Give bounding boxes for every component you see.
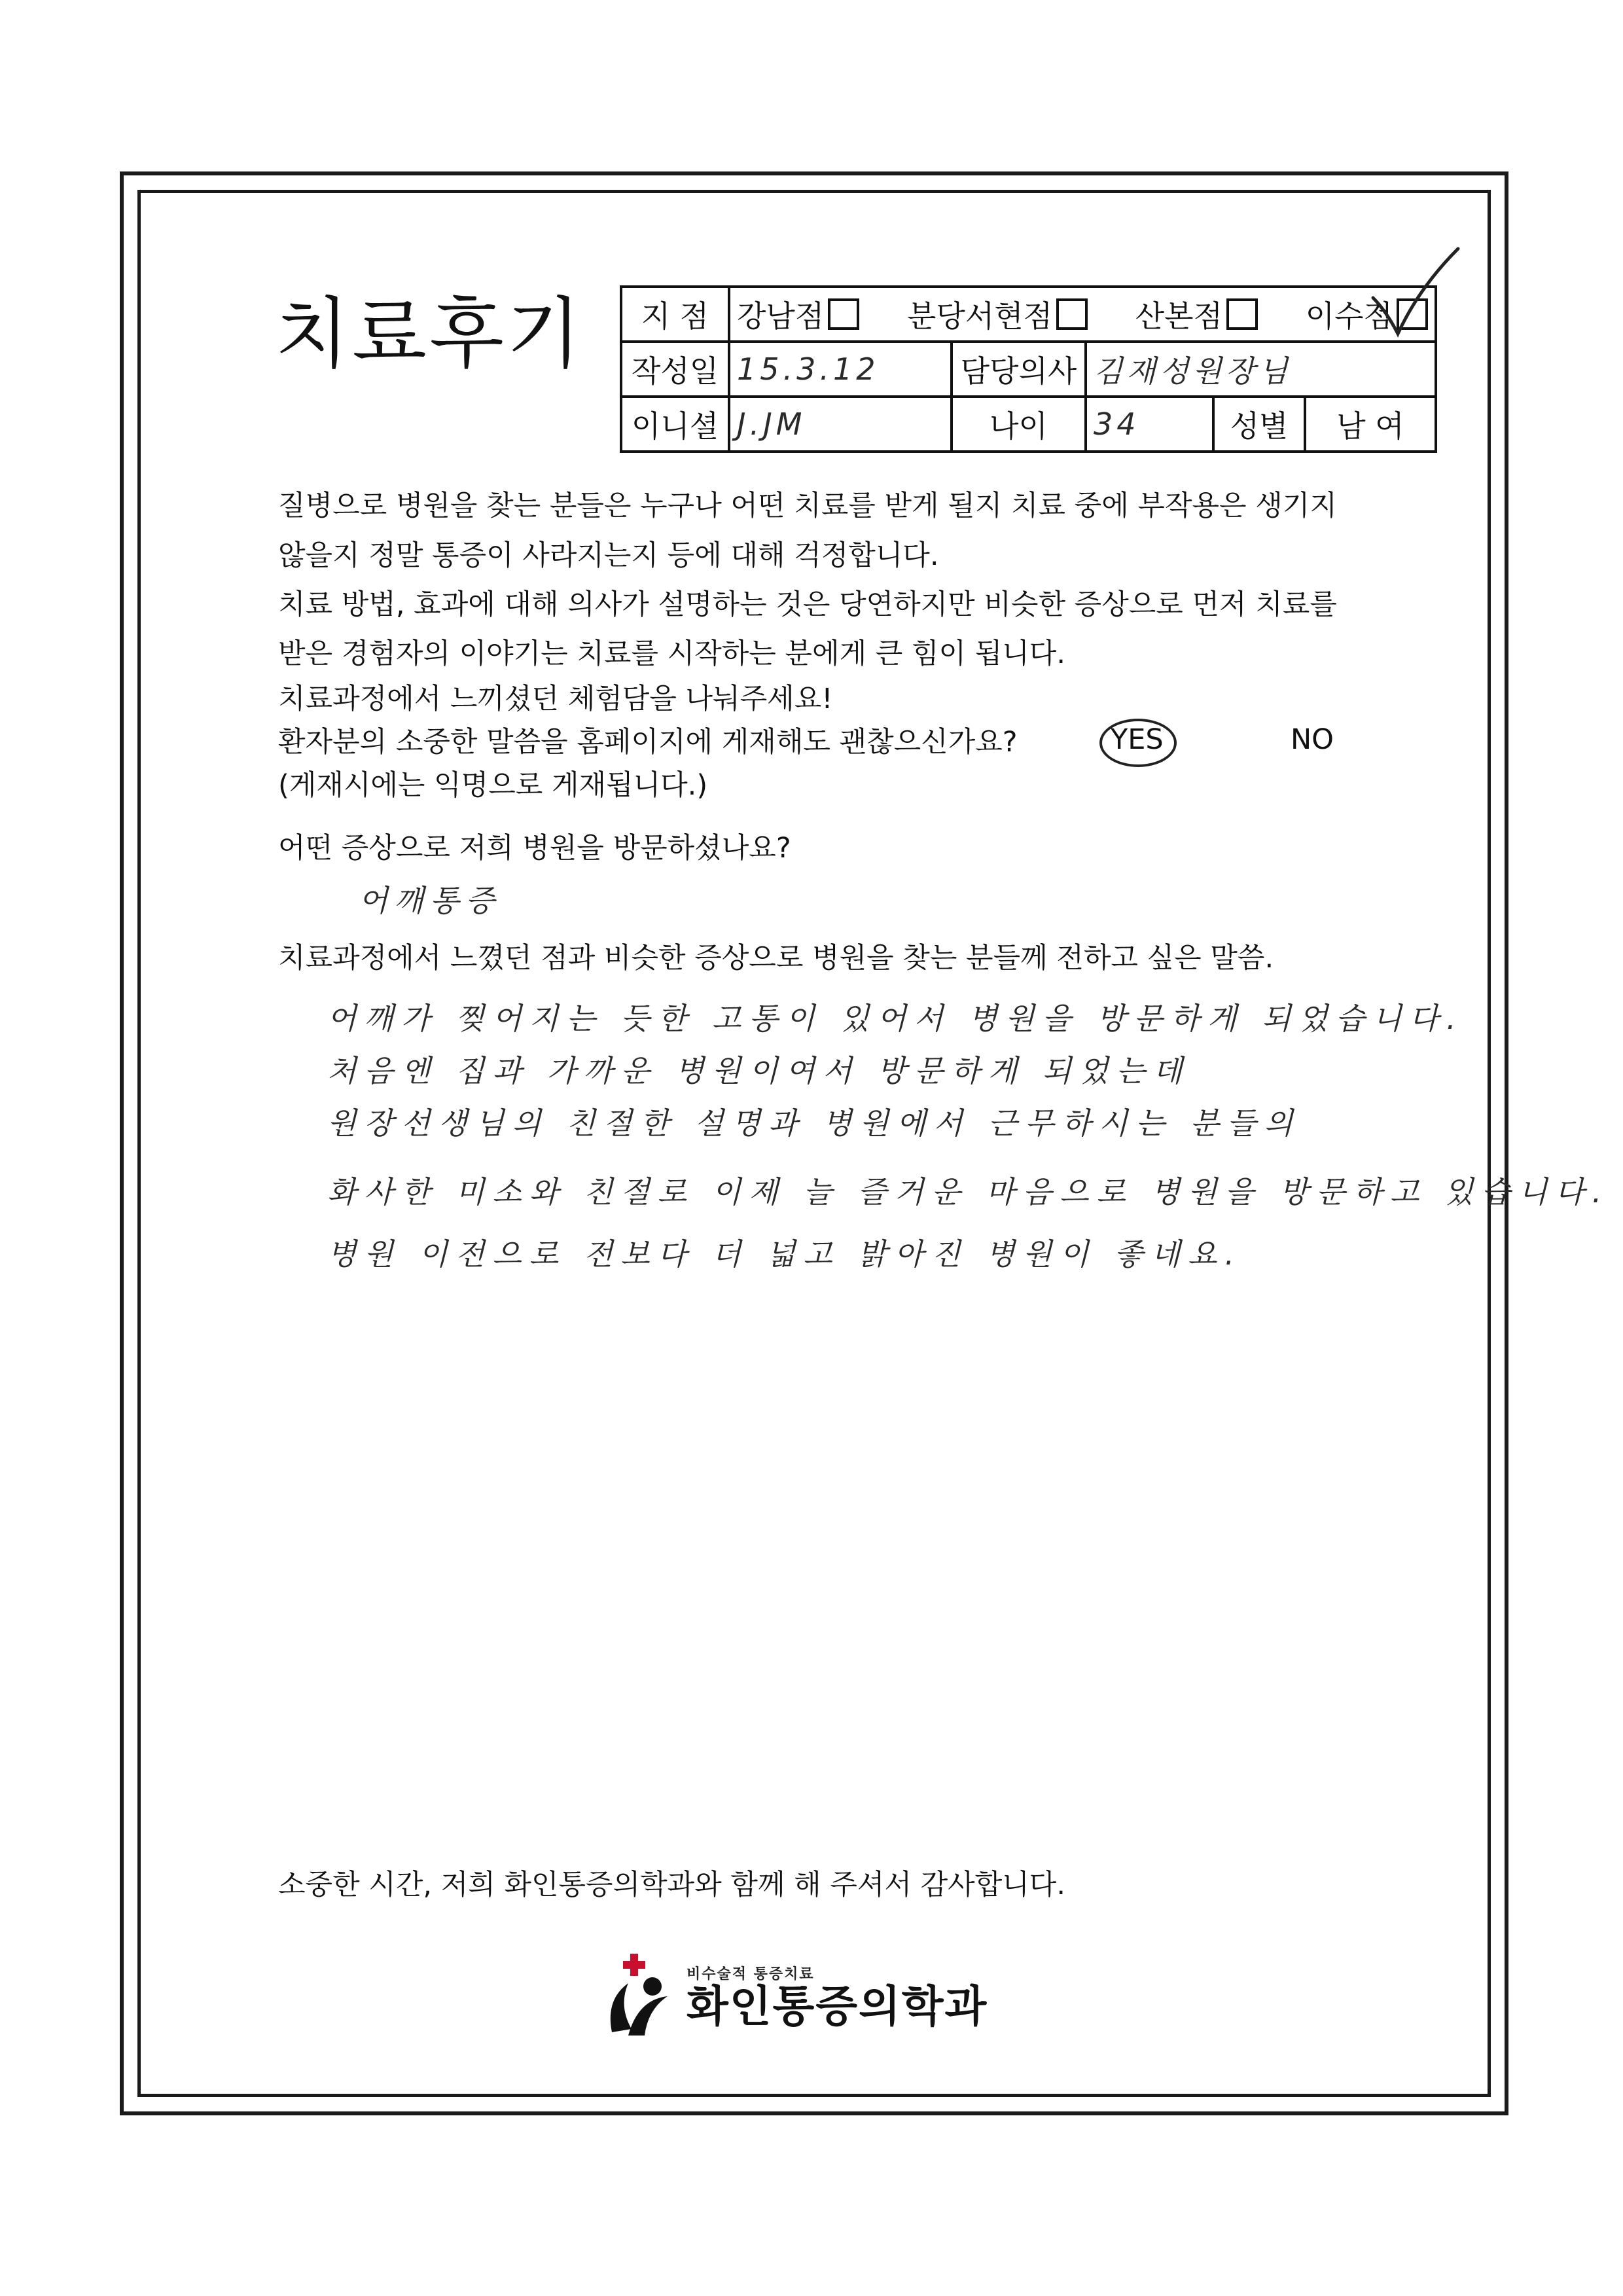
- clinic-logo-text: [687, 1963, 988, 2030]
- branch-checkbox[interactable]: [828, 298, 859, 330]
- clinic-logo: [599, 1954, 988, 2039]
- answer-experience-line: 병원 이전으로 전보다 더 넓고 밝아진 병원이 좋네요.: [327, 1236, 1243, 1272]
- branch-checkbox[interactable]: [1056, 298, 1088, 330]
- consent-yes-option[interactable]: YES: [1111, 723, 1164, 756]
- age-value: 34: [1086, 397, 1213, 452]
- branch-name: 산본점: [1135, 298, 1223, 334]
- branch-checkbox[interactable]: [1226, 298, 1258, 330]
- page-title: 치료후기: [275, 289, 584, 379]
- intro-line: 않을지 정말 통증이 사라지는지 등에 대해 걱정합니다.: [278, 539, 939, 572]
- intro-line: 치료과정에서 느끼셨던 체험담을 나눠주세요!: [278, 683, 833, 715]
- doctor-value: 김재성원장님: [1086, 342, 1436, 397]
- clinic-name: 화인통증의학과: [687, 1981, 988, 2032]
- answer-experience-line: 원장선생님의 친절한 설명과 병원에서 근무하시는 분들의: [327, 1105, 1301, 1141]
- branch-options: [729, 287, 1436, 342]
- date-value: 15.3.12: [729, 342, 952, 397]
- clinic-logo-icon: [599, 1954, 677, 2039]
- doctor-label: 담당의사: [952, 342, 1086, 397]
- date-label: 작성일: [621, 342, 729, 397]
- question-experience: 치료과정에서 느꼈던 점과 비슷한 증상으로 병원을 찾는 분들께 전하고 싶은 말씀.: [278, 942, 1274, 975]
- branch-option-sanbon[interactable]: [1135, 293, 1258, 336]
- age-label: 나이: [952, 397, 1086, 452]
- initial-label: 이니셜: [621, 397, 729, 452]
- branch-label: 지 점: [621, 287, 729, 342]
- gender-value: 남 여: [1305, 397, 1436, 452]
- answer-experience-line: 화사한 미소와 친절로 이제 늘 즐거운 마음으로 병원을 방문하고 있습니다.: [327, 1174, 1610, 1210]
- answer-experience-line: 어깨가 찢어지는 듯한 고통이 있어서 병원을 방문하게 되었습니다.: [327, 1001, 1464, 1036]
- branch-name: 강남점: [737, 298, 825, 334]
- consent-note: (게재시에는 익명으로 게재됩니다.): [278, 769, 708, 802]
- page-border-inner: [137, 190, 1491, 2097]
- initial-value: J.JM: [729, 397, 952, 452]
- branch-option-bundang[interactable]: [907, 293, 1088, 336]
- intro-line: 받은 경험자의 이야기는 치료를 시작하는 분에게 큰 힘이 됩니다.: [278, 637, 1066, 670]
- intro-line: 치료 방법, 효과에 대해 의사가 설명하는 것은 당연하지만 비슷한 증상으로 먼저 치료를: [278, 588, 1337, 621]
- branch-name: 분당서현점: [906, 298, 1053, 334]
- intro-line: 질병으로 병원을 찾는 분들은 누구나 어떤 치료를 받게 될지 치료 중에 부작용은 생기지: [278, 490, 1337, 522]
- clinic-tagline: 비수술적 통증치료: [687, 1965, 815, 1982]
- answer-symptom: 어깨통증: [359, 883, 501, 918]
- gender-label: 성별: [1213, 397, 1305, 452]
- info-table: [620, 285, 1437, 453]
- consent-no-option[interactable]: NO: [1291, 723, 1334, 756]
- consent-question: 환자분의 소중한 말씀을 홈페이지에 게재해도 괜찮으신가요?: [278, 726, 1018, 759]
- answer-experience-line: 처음엔 집과 가까운 병원이여서 방문하게 되었는데: [327, 1053, 1190, 1088]
- branch-name: 이수점: [1305, 298, 1393, 334]
- closing-message: 소중한 시간, 저희 화인통증의학과와 함께 해 주셔서 감사합니다.: [278, 1869, 1066, 1901]
- branch-option-gangnam[interactable]: [737, 293, 859, 336]
- checkmark-icon: [1366, 242, 1465, 347]
- question-symptom: 어떤 증상으로 저희 병원을 방문하셨나요?: [278, 832, 791, 865]
